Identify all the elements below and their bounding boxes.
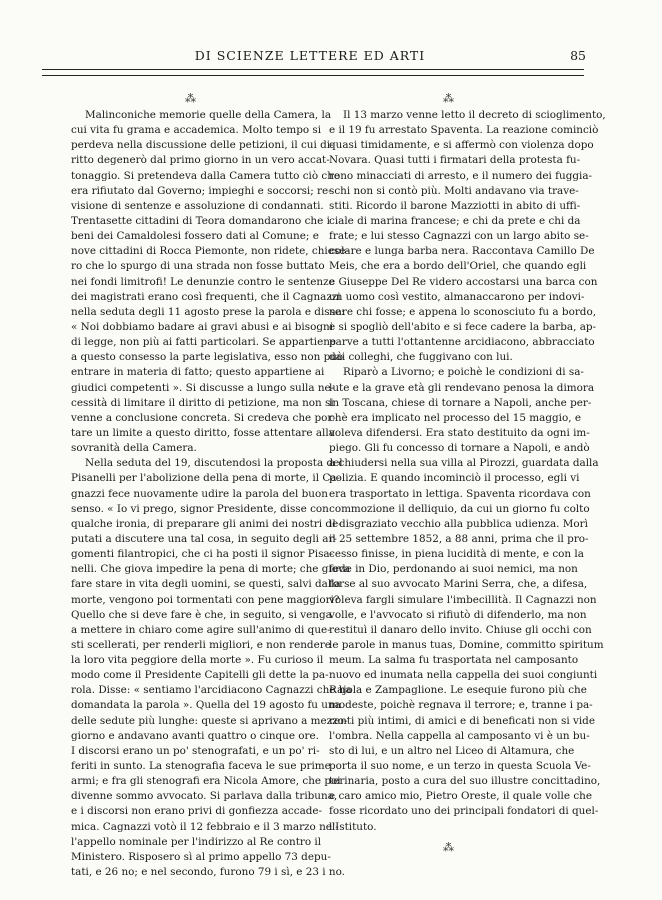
text-line: schi non si contò più. Molti andavano via trave- [329,184,579,197]
text-line: volle, e l'avvocato si rifiutò di difenderlo, ma non [329,608,587,621]
text-line: « Noi dobbiamo badare ai gravi abusi e ai bisogni [71,320,334,333]
text-line: Il 13 marzo venne letto il decreto di scioglimento, [343,109,606,121]
text-line: venne a conclusione concreta. Si credeva che por- [71,411,336,424]
text-line: a mettere in chiaro come agire sull'animo di que- [71,623,331,636]
text-line: un uomo così vestito, almanaccarono per indovi- [329,290,585,303]
text-line: putati a discutere una tal cosa, in seguito degli ar- [71,532,337,545]
text-line: cui vita fu grama e accademica. Molto tempo si [71,124,322,137]
text-line: l'appello nominale per l'indirizzo al Re contro il [71,835,322,848]
section-ornament-right: ⁂ [443,92,453,105]
text-line: visione di sentenze e assoluzione di condannati. [71,199,324,212]
text-line: voleva fargli simulare l'imbecillità. Il Cagnazzi non [329,593,597,606]
text-line: frate; e lui stesso Cagnazzi con un largo abito se- [329,230,589,243]
text-line: armi; e fra gli stenografi era Nicola Amore, che poi [71,775,341,788]
text-line: e si spogliò dell'abito e si fece cadere la barba, ap- [329,320,597,333]
text-line: mica. Cagnazzi votò il 12 febbraio e il 3 marzo nel- [71,820,339,833]
text-line: Quello che si deve fare è che, in seguito, si venga [71,608,332,621]
text-line: tati, e 26 no; e nel secondo, furono 79 i sì, e 23 i no. [71,866,345,879]
text-line: porta il suo nome, e un terzo in questa Scuola Ve- [329,760,591,773]
text-line: nella seduta degli 11 agosto prese la parola e disse: [71,305,345,318]
text-line: perdeva nella discussione delle petizioni, il cui di- [71,139,334,152]
text-line: qualche ironia, di preparare gli animi dei nostri de- [71,517,342,530]
text-line: rono minacciati di arresto, e il numero dei fuggia- [329,169,593,182]
text-line: I discorsi erano un po' stenografati, e un po' ri- [71,744,320,757]
text-line: quasi timidamente, e si affermò con violenza dopo [329,139,594,152]
text-line: fare stare in vita degli uomini, se questi, salvi dalla [71,578,341,591]
left-column-text [71,108,352,880]
text-line: era trasportato in lettiga. Spaventa ricordava con [329,487,591,500]
text-line: Ministero. Risposero sì al primo appello 73 depu- [71,850,331,863]
text-line: polizia. E quando incominciò il processo, egli vi [329,472,580,485]
text-line: ciale di marina francese; e chi da prete e chi da [329,214,581,227]
page-header [40,48,586,70]
right-column [329,92,606,857]
text-line: tare un limite a questo diritto, fosse attentare alla [71,426,335,439]
text-line: divenne sommo avvocato. Si parlava dalla tribuna, [71,790,338,803]
text-line: nei fondi limitrofi! Le denunzie contro le sentenze [71,275,335,288]
text-line: dei magistrati erano così frequenti, che il Cagnazzi [71,290,341,303]
text-line: Rajola e Zampaglione. Le esequie furono più che [329,684,587,697]
text-line: meum. La salma fu trasportata nel camposanto [329,654,579,667]
text-line: stiti. Ricordo il barone Mazziotti in abito di uffi- [329,199,581,212]
section-ornament-left: ⁂ [185,92,195,105]
text-line: in Toscana, chiese di tornare a Napoli, anche per- [329,396,592,409]
page-number: 85 [570,48,586,63]
text-line: terinaria, posto a cura del suo illustre concittadino, [329,775,601,788]
text-line: cesso finisse, in piena lucidità di mente, e con la [329,548,584,561]
text-line: ro che lo spurgo di una strada non fosse buttato [71,260,325,273]
text-line: e Giuseppe Del Re videro accostarsi una barca con [329,275,598,288]
text-line: nare chi fosse; e appena lo sconosciuto fu a bordo, [329,305,597,318]
text-line: nove cittadini di Rocca Piemonte, non ridete, chiese- [71,245,349,258]
text-line: gnazzi fece nuovamente udire la parola del buon [71,487,328,500]
text-line: la loro vita peggiore della morte ». Fu curioso il [71,654,324,667]
text-line: il disgraziato vecchio alla pubblica udienza. Morì [329,517,588,530]
text-line: e il 19 fu arrestato Spaventa. La reazione cominciò [329,124,599,137]
text-line: dai colleghi, che fuggivano con lui. [329,351,513,364]
text-line: morte, vengono poi tormentati con pene maggiori? [71,593,340,606]
text-line: Malinconiche memorie quelle della Camera, la [85,109,332,121]
text-line: modo come il Presidente Capitelli gli dette la pa- [71,669,329,682]
text-line: il 25 settembre 1852, a 88 anni, prima che il pro- [329,532,589,545]
text-line: Riparò a Livorno; e poichè le condizioni di sa- [343,366,584,379]
text-line: beni dei Camaldolesi fossero dati al Comune; e [71,230,319,243]
text-line: giorno e andavano avanti quattro o cinque ore. [71,729,319,742]
text-line: commozione il delliquio, da cui un giorno fu colto [329,502,590,515]
text-line: sti scellerati, per renderli migliori, e non rendere [71,638,331,651]
text-line: delle sedute più lunghe: queste si aprivano a mezzo- [71,714,348,727]
text-line: sto di lui, e un altro nel Liceo di Altamura, che [329,744,575,757]
text-line: Meis, che era a bordo dell'Oriel, che quando egli [329,260,587,273]
text-line: a chiudersi nella sua villa al Pirozzi, guardata dalla [329,457,599,470]
text-line: colare e lunga barba nera. Raccontava Camillo De [329,245,595,258]
text-line: era rifiutato dal Governo; impieghi e soccorsi; re- [71,184,332,197]
text-line: feriti in sunto. La stenografia faceva le sue prime [71,760,331,773]
text-line: forse al suo avvocato Marini Serra, che, a difesa, [329,578,588,591]
text-line: e caro amico mio, Pietro Oreste, il quale volle che [329,790,592,803]
header-rule [42,69,584,76]
end-ornament: ⁂ [443,840,453,854]
text-line: nuovo ed inumata nella cappella dei suoi congiunti [329,669,598,682]
text-line: domandata la parola ». Quella del 19 agosto fu una [71,699,341,712]
text-line: nelli. Che giova impedire la pena di morte; che giova [71,563,351,576]
text-line: fede in Dio, perdonando ai suoi nemici, ma non [329,563,578,576]
text-line: a questo consesso la parte legislativa, esso non può [71,351,344,364]
running-title: DI SCIENZE LETTERE ED ARTI [194,48,426,63]
text-line: senso. « Io vi prego, signor Presidente, disse con [71,502,329,515]
text-line: parve a tutti l'ottantenne arcidiacono, abbracciato [329,336,595,349]
text-line: Novara. Quasi tutti i firmatari della protesta fu- [329,154,581,167]
text-line: fosse ricordato uno dei principali fondatori di quel- [329,805,599,818]
text-line: tonaggio. Si pretendeva dalla Camera tutto ciò che [71,169,341,182]
text-line: renti più intimi, di amici e di beneficati non si vide [329,714,595,727]
text-line: voleva difendersi. Era stato destituito da ogni im- [329,426,590,439]
text-line: cessità di limitare il diritto di petizione, ma non si [71,396,334,409]
text-line: gomenti filantropici, che ci ha posti il signor Pisa- [71,548,334,561]
text-line: Nella seduta del 19, discutendosi la proposta del [85,457,343,470]
text-line: entrare in materia di fatto; questo appartiene ai [71,366,325,379]
text-line: giudici competenti ». Si discusse a lungo sulla ne- [71,381,335,394]
text-line: l'ombra. Nella cappella al camposanto vi è un bu- [329,729,590,742]
text-line: Pisanelli per l'abolizione della pena di morte, il Ca- [71,472,340,485]
text-line: Trentasette cittadini di Teora domandarono che i [71,214,330,227]
text-line: le parole in manus tuas, Domine, committo spiritum [329,638,604,651]
text-line: ritto degenerò dal primo giorno in un vero accat- [71,154,330,167]
text-line: modeste, poichè regnava il terrore; e, tranne i pa- [329,699,593,712]
text-line: restituì il danaro dello invito. Chiuse gli occhi con [329,623,592,636]
text-line: rola. Disse: « sentiamo l'arcidiacono Cagnazzi che ha [71,684,352,697]
text-line: e i discorsi non erano privi di gonfiezza accade- [71,805,323,818]
text-line: chè era implicato nel processo del 15 maggio, e [329,411,581,424]
right-column-text [329,108,606,835]
text-line: piego. Gli fu concesso di tornare a Napoli, e andò [329,442,590,455]
text-line: di legge, non più ai fatti particolari. Se appartiene [71,336,337,349]
left-column [71,92,352,880]
text-line: sovranità della Camera. [71,442,197,455]
text-line: lute e la grave età gli rendevano penosa la dimora [329,381,595,394]
text-line: l'Istituto. [329,820,377,833]
